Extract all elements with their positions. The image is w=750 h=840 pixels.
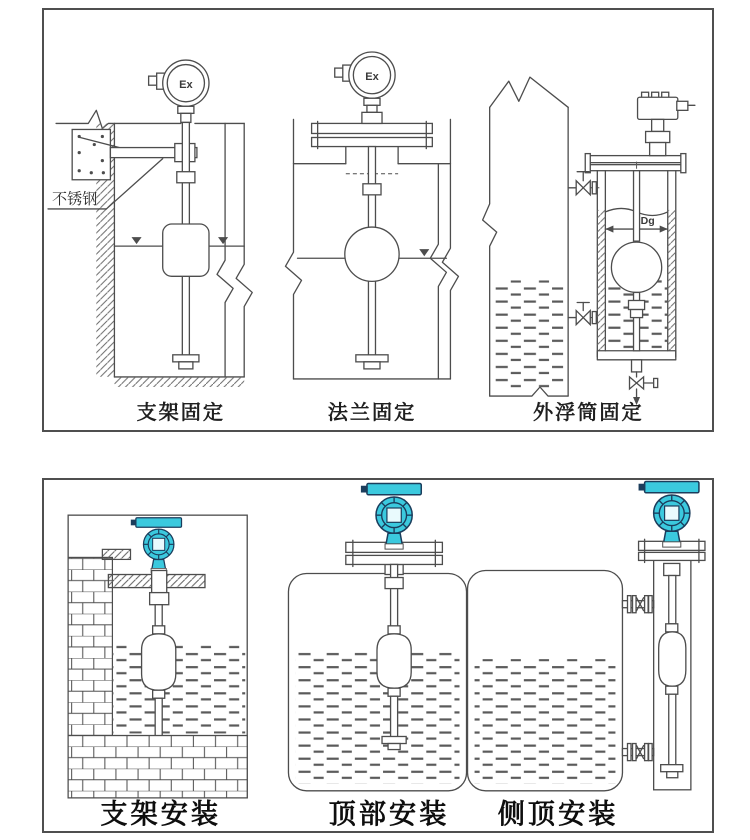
material-label: 不锈钢 <box>52 190 98 208</box>
sensor-stem <box>391 564 398 634</box>
water-level-icon <box>419 249 429 256</box>
figure-caption: 侧顶安装 <box>497 798 619 830</box>
stem-end-stop <box>356 355 388 362</box>
figure-bracket-fixing <box>48 60 252 424</box>
figure-bracket-install <box>68 515 247 829</box>
float-icon <box>345 227 399 281</box>
water <box>475 659 616 784</box>
stem-coupling <box>363 184 381 195</box>
wall-cap <box>102 549 130 559</box>
transmitter-head-icon <box>638 92 695 155</box>
figure-external-chamber-fixing <box>483 77 695 424</box>
figure-caption: 外浮筒固定 <box>532 402 644 425</box>
pipe-valve-icon <box>622 744 653 761</box>
sensor-stem <box>669 576 676 624</box>
drain-valve-icon <box>630 360 658 405</box>
ex-label: Ex <box>179 79 193 92</box>
fixing-methods-panel <box>42 8 714 432</box>
transmitter-head-icon <box>639 481 699 547</box>
figure-flange-fixing <box>285 52 458 424</box>
installation-methods-panel <box>42 478 714 833</box>
valve-icon <box>568 172 599 195</box>
valve-icon <box>568 302 597 324</box>
figure-top-install <box>288 483 466 829</box>
float-icon <box>163 224 209 276</box>
figure-side-top-install <box>468 481 705 829</box>
figure-caption: 法兰固定 <box>327 402 417 425</box>
stem-clamp <box>152 570 167 592</box>
ceiling-line <box>56 110 181 128</box>
figure-caption: 支架固定 <box>136 402 226 425</box>
water-level-icon <box>218 237 228 244</box>
transmitter-head-icon <box>335 52 395 123</box>
brick-floor <box>68 735 247 797</box>
figure-caption: 顶部安装 <box>328 798 450 830</box>
tank-water <box>495 280 563 389</box>
transmitter-head-icon <box>149 60 209 122</box>
float-icon <box>611 242 661 292</box>
dg-label: Dg <box>640 215 655 228</box>
water <box>112 645 245 734</box>
float-icon <box>142 634 176 690</box>
flange <box>312 121 433 148</box>
stem-coupling <box>177 172 195 183</box>
stem-end-stop <box>661 765 683 772</box>
pipe-valve-icon <box>622 596 653 613</box>
stem-end-stop <box>382 736 406 743</box>
stem-end-stop <box>173 355 199 362</box>
stem-coupling <box>385 578 403 589</box>
figure-caption: 支架安装 <box>100 798 222 830</box>
stem-coupling <box>150 593 169 605</box>
float-icon <box>659 632 686 686</box>
ex-label: Ex <box>365 71 379 84</box>
installation-methods-drawing <box>44 480 712 831</box>
transmitter-head-icon <box>361 483 421 549</box>
water-level-icon <box>132 237 142 244</box>
float-icon <box>377 634 411 688</box>
fixing-methods-drawing <box>44 10 712 430</box>
